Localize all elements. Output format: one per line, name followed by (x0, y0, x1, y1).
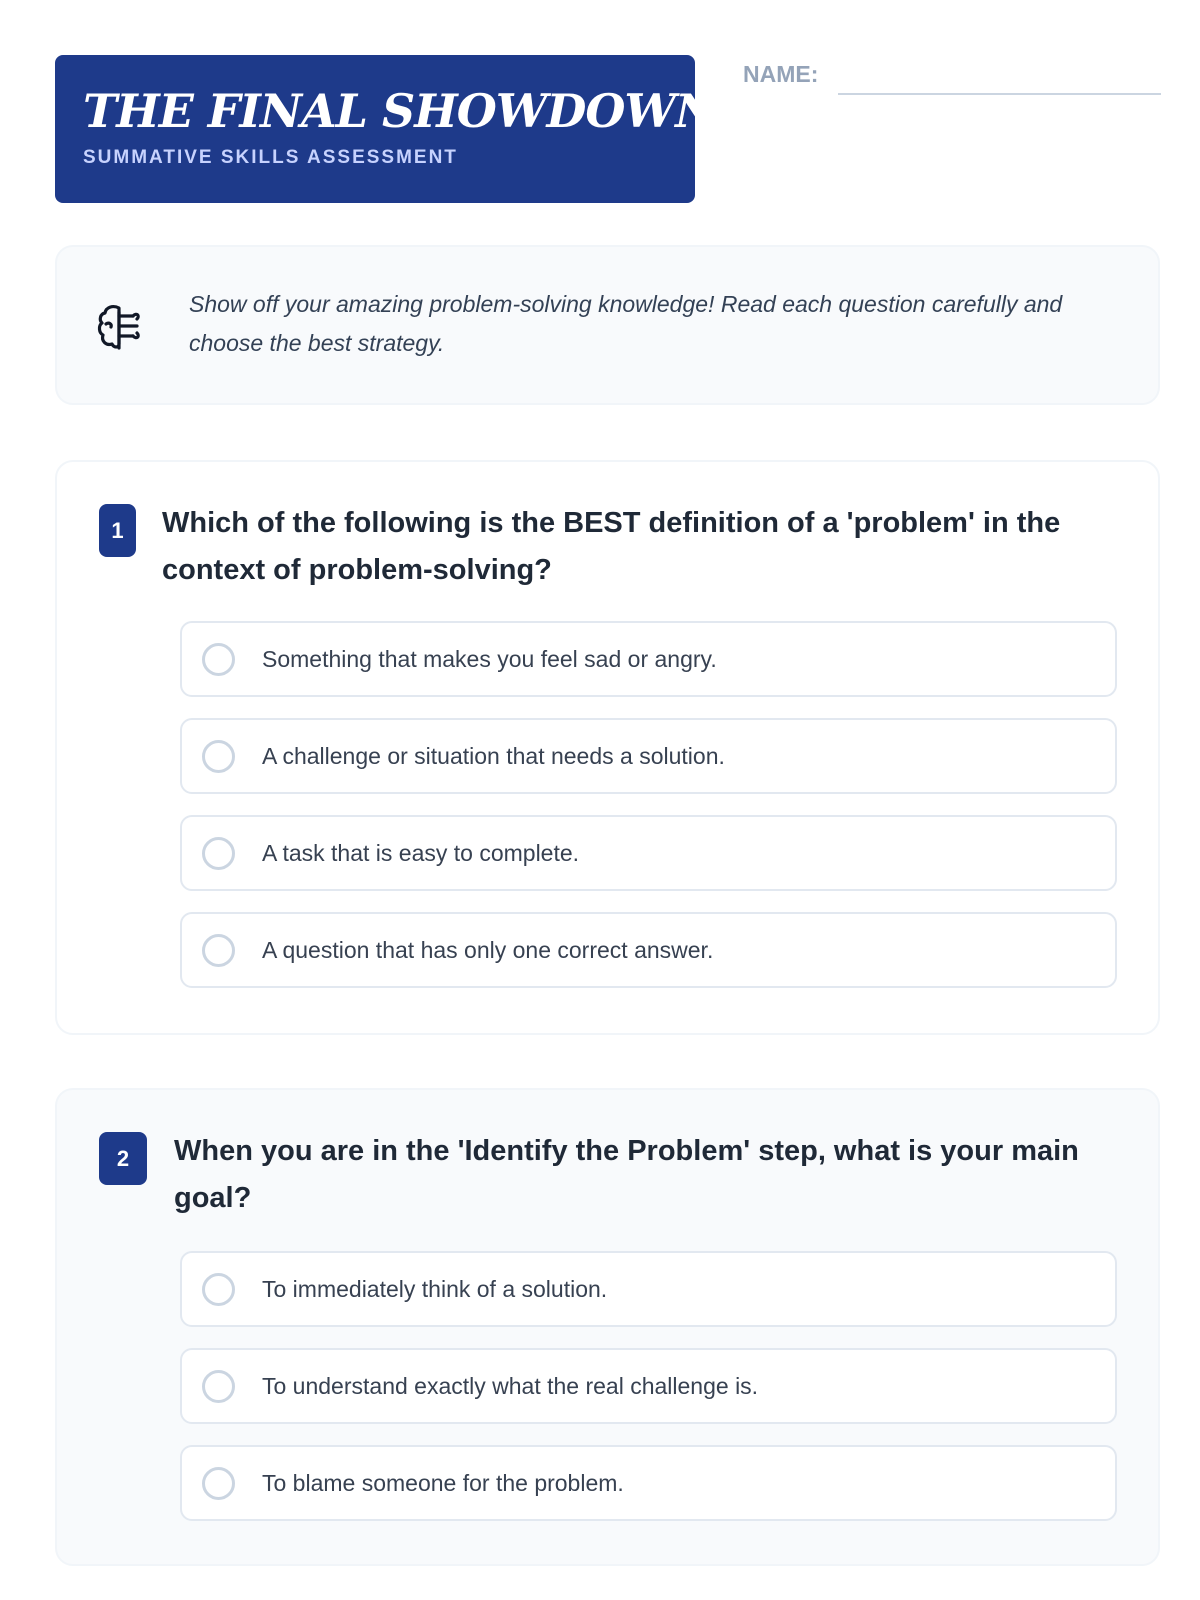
radio-button[interactable] (202, 740, 235, 773)
question-text: When you are in the 'Identify the Problem' step, what is your main goal? (174, 1135, 1079, 1214)
name-label: NAME: (743, 61, 819, 87)
name-field[interactable] (838, 93, 1161, 95)
radio-button[interactable] (202, 1370, 235, 1403)
answer-option[interactable] (180, 621, 1117, 697)
answer-option[interactable] (180, 718, 1117, 794)
answer-option-label: A task that is easy to complete. (262, 840, 580, 866)
answer-option[interactable] (180, 912, 1117, 988)
intro-box (55, 245, 1160, 405)
answer-option-label: A challenge or situation that needs a solution. (262, 743, 725, 769)
page-title: THE FINAL SHOWDOWN (83, 84, 717, 138)
answer-option-label: To blame someone for the problem. (262, 1470, 624, 1496)
question-text: Which of the following is the BEST definition of a 'problem' in the context of problem-solving? (162, 507, 1061, 586)
radio-button[interactable] (202, 837, 235, 870)
question-card-2 (55, 1088, 1160, 1566)
radio-button[interactable] (202, 934, 235, 967)
radio-button[interactable] (202, 643, 235, 676)
answer-option-label: To understand exactly what the real challenge is. (262, 1373, 759, 1399)
answer-option[interactable] (180, 1251, 1117, 1327)
header (55, 55, 1160, 203)
question-card-1 (55, 460, 1160, 1035)
page-subtitle: SUMMATIVE SKILLS ASSESSMENT (83, 147, 458, 168)
brain-icon (97, 302, 143, 352)
answer-option[interactable] (180, 1445, 1117, 1521)
answer-option-label: A question that has only one correct answer. (262, 937, 714, 963)
answer-option[interactable] (180, 1348, 1117, 1424)
question-number-badge: 1 (99, 504, 136, 557)
radio-button[interactable] (202, 1273, 235, 1306)
radio-button[interactable] (202, 1467, 235, 1500)
title-banner (55, 55, 717, 203)
question-number-badge: 2 (99, 1132, 147, 1185)
answer-option-label: Something that makes you feel sad or angry. (262, 646, 717, 672)
intro-text: Show off your amazing problem-solving knowledge! Read each question carefully and choose the best strategy. (189, 291, 1063, 356)
answer-option-label: To immediately think of a solution. (262, 1276, 608, 1302)
answer-option[interactable] (180, 815, 1117, 891)
